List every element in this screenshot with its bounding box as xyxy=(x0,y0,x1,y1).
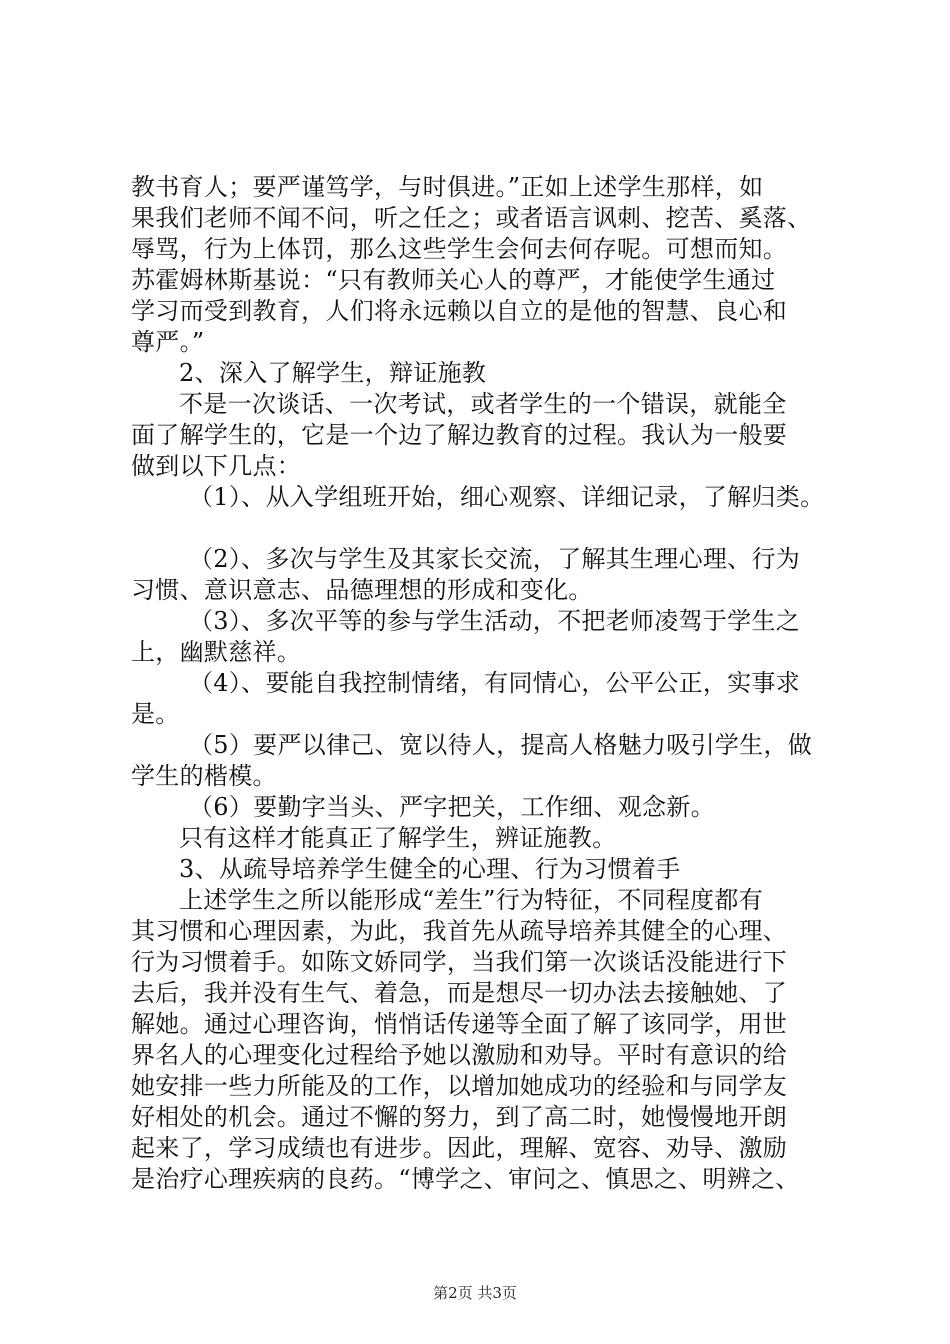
text-line: 其习惯和心理因素，为此，我首先从疏导培养其健全的心理、 xyxy=(131,917,788,945)
text-line: 她安排一些力所能及的工作，以增加她成功的经验和与同学友 xyxy=(131,1072,788,1100)
text-line: 去后，我并没有生气、着急，而是想尽一切办法去接触她、了 xyxy=(131,979,788,1007)
text-line: 好相处的机会。通过不懈的努力，到了高二时，她慢慢地开朗 xyxy=(131,1103,788,1131)
text-line: 不是一次谈话、一次考试，或者学生的一个错误，就能全 xyxy=(179,390,787,418)
text-line: 行为习惯着手。如陈文娇同学，当我们第一次谈话没能进行下 xyxy=(131,948,788,976)
text-line: 解她。通过心理咨询，悄悄话传递等全面了解了该同学，用世 xyxy=(131,1010,788,1038)
text-line: 只有这样才能真正了解学生，辨证施教。 xyxy=(179,824,617,852)
document-body xyxy=(131,172,851,1195)
list-item: （5）要严以律己、宽以待人，提高人格魅力吸引学生，做 xyxy=(189,731,813,759)
list-item: （6）要勤字当头、严字把关，工作细、观念新。 xyxy=(189,793,715,821)
text-line: 果我们老师不闻不问，听之任之；或者语言讽刺、挖苦、奚落、 xyxy=(131,204,812,232)
text-line: 上，幽默慈祥。 xyxy=(131,638,302,666)
text-line: 起来了，学习成绩也有进步。因此，理解、宽容、劝导、激励 xyxy=(131,1134,788,1162)
text-line: 是治疗心理疾病的良药。“博学之、审问之、慎思之、明辨之、 xyxy=(131,1165,800,1193)
text-line: 尊严。” xyxy=(131,328,205,356)
text-line: 辱骂，行为上体罚，那么这些学生会何去何存呢。可想而知。 xyxy=(131,235,788,263)
list-item: （3）、多次平等的参与学生活动，不把老师凌驾于学生之 xyxy=(189,607,801,635)
text-line: 界名人的心理变化过程给予她以激励和劝导。平时有意识的给 xyxy=(131,1041,788,1069)
section-heading: 2、深入了解学生，辩证施教 xyxy=(179,359,487,387)
text-line: 学习而受到教育，人们将永远赖以自立的是他的智慧、良心和 xyxy=(131,297,788,325)
text-line: 习惯、意识意志、品德理想的形成和变化。 xyxy=(131,576,593,604)
text-line: 上述学生之所以能形成“差生”行为特征，不同程度都有 xyxy=(179,886,764,914)
page-number-footer: 第2页 共3页 xyxy=(433,1284,517,1302)
blank-line xyxy=(131,513,851,544)
text-line: 做到以下几点： xyxy=(131,452,302,480)
text-line: 学生的楷模。 xyxy=(131,762,277,790)
text-line: 苏霍姆林斯基说：“只有教师关心人的尊严，才能使学生通过 xyxy=(131,266,776,294)
section-heading: 3、从疏导培养学生健全的心理、行为习惯着手 xyxy=(179,855,681,883)
list-item: （1）、从入学组班开始，细心观察、详细记录，了解归类。 xyxy=(189,483,825,511)
list-item: （4）、要能自我控制情绪，有同情心，公平公正，实事求 xyxy=(189,669,801,697)
text-line: 教书育人；要严谨笃学，与时俱进。”正如上述学生那样，如 xyxy=(131,173,764,201)
list-item: （2）、多次与学生及其家长交流，了解其生理心理、行为 xyxy=(189,545,801,573)
text-line: 面了解学生的，它是一个边了解边教育的过程。我认为一般要 xyxy=(131,421,788,449)
text-line: 是。 xyxy=(131,700,180,728)
